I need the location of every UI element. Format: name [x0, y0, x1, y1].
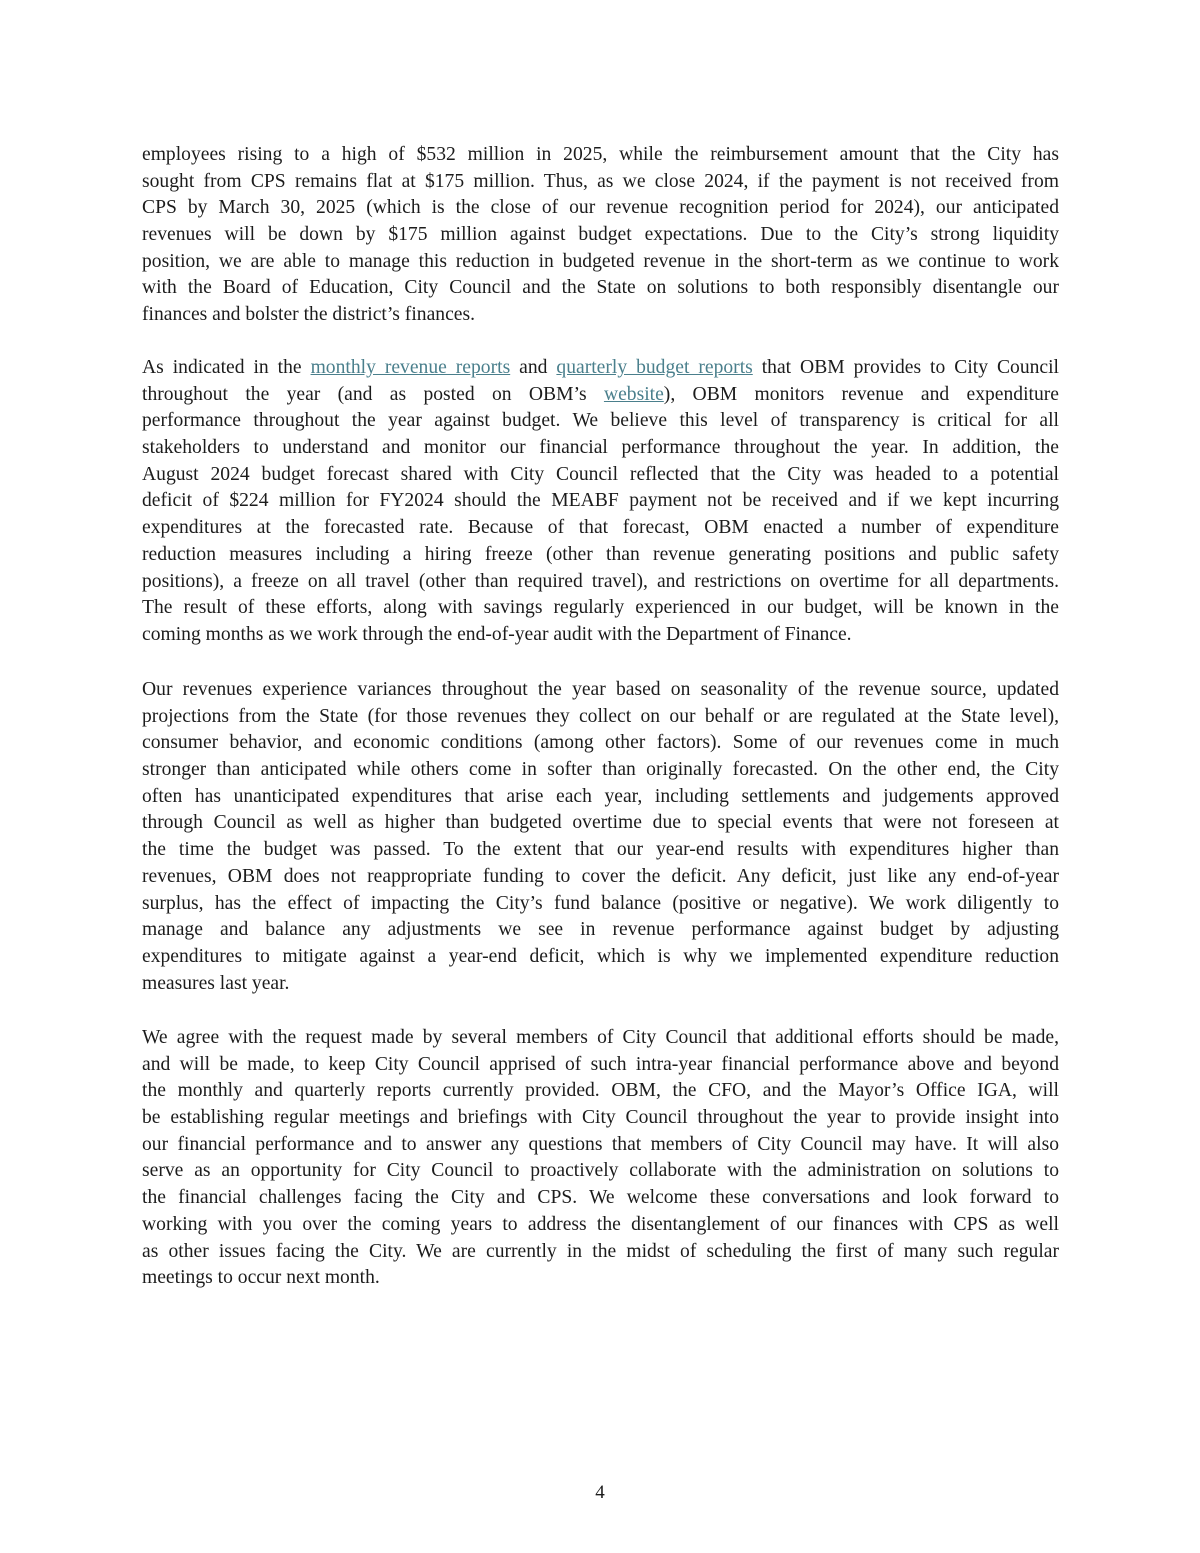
text-line: revenues will be down by $175 million against budget expectations. Due to the City’s strong liquidity [142, 224, 1059, 246]
text-segment: ), OBM monitors revenue and expenditure [663, 383, 1059, 405]
text-line: revenues, OBM does not reappropriate funding to cover the deficit. Any deficit, just like any end-of-year [142, 865, 1059, 887]
text-line: employees rising to a high of $532 million in 2025, while the reimbursement amount that the City has [142, 144, 1059, 165]
text-line: August 2024 budget forecast shared with City Council reflected that the City was headed to a potential [142, 463, 1059, 485]
text-line-with-links [142, 355, 1059, 382]
paragraph-cps-reimbursement [142, 142, 1059, 329]
text-line: stakeholders to understand and monitor our financial performance throughout the year. In addition, the [142, 437, 1059, 459]
paragraph-council-engagement [142, 1025, 1059, 1292]
text-line: often has unanticipated expenditures that arise each year, including settlements and judgements approved [142, 785, 1059, 807]
quarterly-budget-reports-link[interactable]: quarterly budget reports [556, 357, 753, 378]
text-line: and will be made, to keep City Council apprised of such intra-year financial performance above and beyond [142, 1053, 1059, 1075]
text-line: CPS by March 30, 2025 (which is the close of our revenue recognition period for 2024), our anticipated [142, 197, 1059, 219]
text-line: sought from CPS remains flat at $175 million. Thus, as we close 2024, if the payment is not received from [142, 170, 1059, 192]
text-line: meetings to occur next month. [142, 1267, 380, 1289]
text-line: working with you over the coming years to address the disentanglement of our finances with CPS as well [142, 1213, 1059, 1235]
text-line: our financial performance and to answer any questions that members of City Council may have. It will also [142, 1133, 1059, 1155]
obm-website-link[interactable]: website [603, 383, 664, 405]
paragraph-revenue-variances [142, 677, 1059, 997]
text-line: positions), a freeze on all travel (other than required travel), and restrictions on overtime for all departments. [142, 570, 1059, 592]
page-number: 4 [595, 1482, 605, 1503]
text-line: We agree with the request made by several members of City Council that additional efforts should be made, [142, 1027, 1059, 1048]
monthly-revenue-reports-link[interactable]: monthly revenue reports [310, 357, 511, 378]
text-line: reduction measures including a hiring freeze (other than revenue generating positions and public safety [142, 543, 1059, 565]
text-line: the monthly and quarterly reports currently provided. OBM, the CFO, and the Mayor’s Office IGA, will [142, 1080, 1059, 1102]
text-line: with the Board of Education, City Council and the State on solutions to both responsibly disentangle our [142, 277, 1059, 299]
text-line: as other issues facing the City. We are currently in the midst of scheduling the first of many such regular [142, 1240, 1059, 1262]
text-line: performance throughout the year against budget. We believe this level of transparency is critical for all [142, 410, 1059, 432]
text-line: position, we are able to manage this reduction in budgeted revenue in the short-term as we continue to work [142, 250, 1059, 272]
text-line: the financial challenges facing the City and CPS. We welcome these conversations and look forward to [142, 1187, 1059, 1209]
text-segment: throughout the year (and as posted on OBM’s [142, 383, 604, 405]
text-line: deficit of $224 million for FY2024 should the MEABF payment not be received and if we kept incurring [142, 490, 1059, 512]
text-line: surplus, has the effect of impacting the City’s fund balance (positive or negative). We work diligently to [142, 892, 1059, 914]
text-line: projections from the State (for those revenues they collect on our behalf or are regulated at the State level), [142, 705, 1059, 727]
text-segment: As indicated in the [142, 357, 311, 378]
text-line: The result of these efforts, along with savings regularly experienced in our budget, will be known in the [142, 597, 1059, 619]
text-line: through Council as well as higher than budgeted overtime due to special events that were not foreseen at [142, 812, 1059, 834]
text-segment: that OBM provides to City Council [752, 357, 1059, 378]
text-line-with-link [142, 382, 1059, 409]
text-line: consumer behavior, and economic conditions (among other factors). Some of our revenues come in much [142, 732, 1059, 754]
text-line: coming months as we work through the end-of-year audit with the Department of Finance. [142, 623, 852, 645]
text-line: serve as an opportunity for City Council to proactively collaborate with the administration on solutions to [142, 1160, 1059, 1182]
text-line: manage and balance any adjustments we see in revenue performance against budget by adjusting [142, 919, 1059, 941]
text-line: the time the budget was passed. To the extent that our year-end results with expenditures higher than [142, 839, 1059, 861]
text-line: expenditures at the forecasted rate. Because of that forecast, OBM enacted a number of expenditure [142, 517, 1059, 539]
text-line: measures last year. [142, 972, 290, 994]
text-line: finances and bolster the district’s finances. [142, 304, 475, 326]
text-segment: and [510, 357, 557, 378]
text-line: be establishing regular meetings and briefings with City Council throughout the year to provide insight into [142, 1107, 1059, 1129]
text-line: Our revenues experience variances throughout the year based on seasonality of the revenue source, updated [142, 679, 1059, 700]
paragraph-obm-reporting [142, 355, 1059, 649]
text-line: expenditures to mitigate against a year-end deficit, which is why we implemented expenditure reduction [142, 945, 1059, 967]
text-line: stronger than anticipated while others come in softer than originally forecasted. On the other end, the City [142, 759, 1059, 781]
